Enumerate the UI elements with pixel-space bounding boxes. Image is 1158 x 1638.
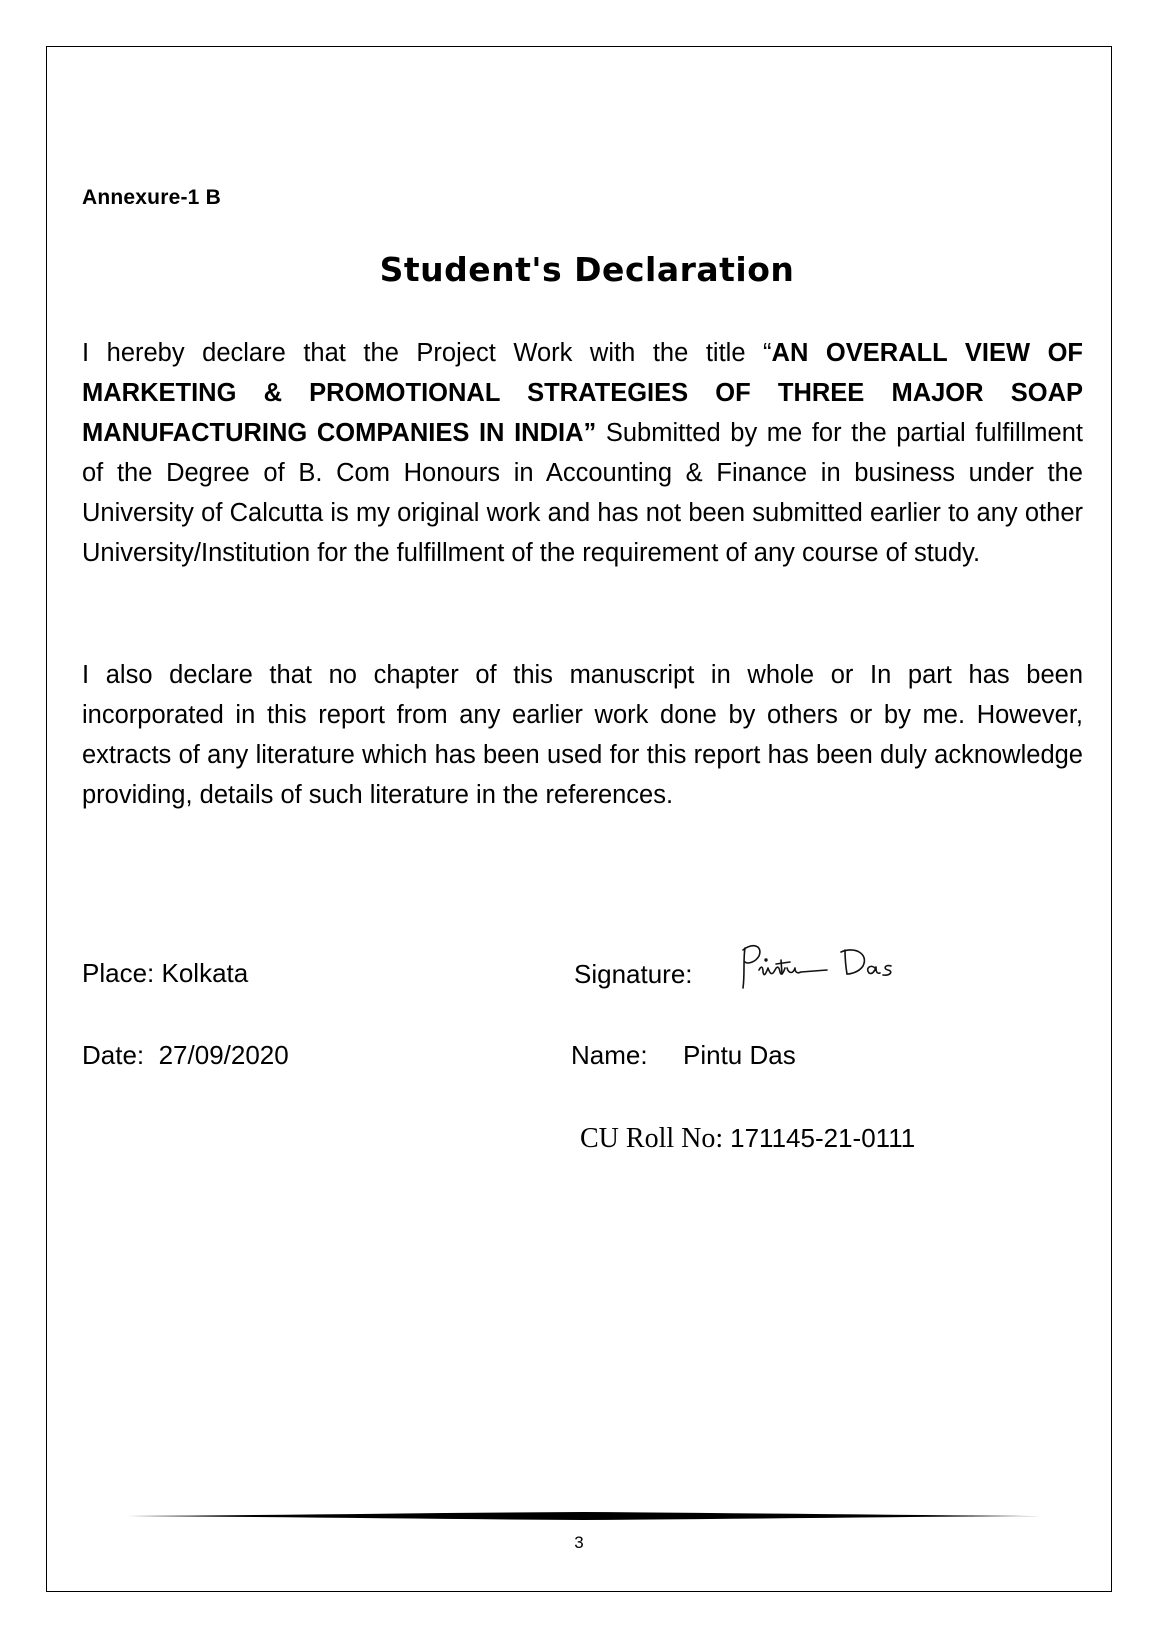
name-value: Pintu Das: [683, 1040, 796, 1070]
name-label: Name:: [571, 1040, 648, 1070]
cu-roll-number: [580, 1122, 915, 1155]
declaration-paragraph-1: [82, 333, 1083, 573]
roll-value: 171145-21-0111: [730, 1123, 916, 1153]
footer-divider: [126, 1510, 1041, 1524]
paragraph-intro: I hereby declare that the Project Work with the title “: [82, 339, 772, 367]
annexure-label: Annexure-1 B: [82, 186, 221, 209]
signature-label: Signature:: [574, 959, 693, 989]
page-number: 3: [574, 1533, 584, 1552]
closing-quote: ”: [583, 419, 597, 447]
handwritten-signature: [735, 938, 905, 998]
place-field: Place: Kolkata: [82, 958, 249, 988]
project-title: AN OVERALL VIEW OF MARKETING & PROMOTIONAL STRATEGIES OF THREE MAJOR SOAP MANUFACTURING COMPANIES IN INDIA: [82, 339, 1083, 447]
date-field: Date: 27/09/2020: [82, 1040, 289, 1070]
paragraph-rest: Submitted by me for the partial fulfillment of the Degree of B. Com Honours in Accounting & Finance in business under the University of Calcutta is my original work and has not been submitted earlier to any other University/Institution for the fulfillment of the requirement of any course of study.: [82, 419, 1083, 567]
roll-label: CU Roll No:: [580, 1123, 731, 1154]
declaration-paragraph-2: I also declare that no chapter of this manuscript in whole or In part has been incorporated in this report from any earlier work done by others or by me. However, extracts of any literature which has been used for this report has been duly acknowledge providing, details of such literature in the references.: [82, 661, 1083, 809]
page-title: Student's Declaration: [379, 250, 795, 289]
